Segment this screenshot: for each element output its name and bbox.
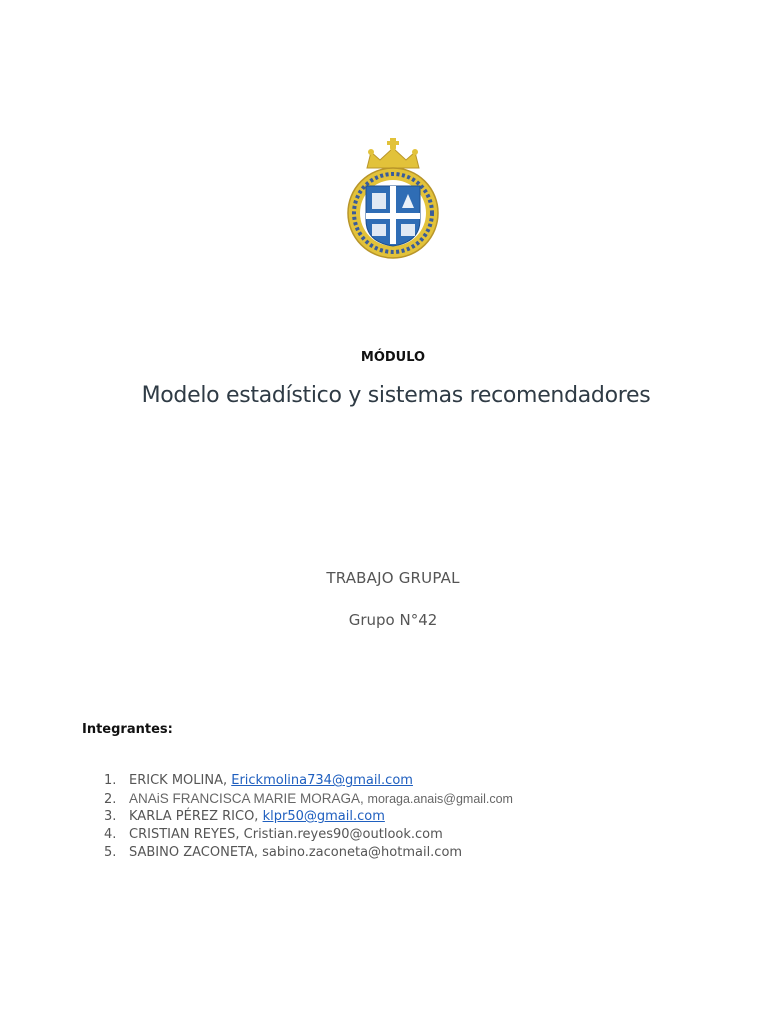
member-item (104, 790, 513, 808)
member-item (104, 808, 513, 826)
crown-icon (367, 138, 419, 168)
member-email-link[interactable]: klpr50@gmail.com (262, 809, 385, 824)
work-type: TRABAJO GRUPAL (326, 569, 460, 587)
member-name: ERICK MOLINA, (129, 773, 232, 788)
member-number: 5. (104, 845, 117, 860)
member-number: 3. (104, 809, 117, 824)
member-email-link[interactable]: Erickmolina734@gmail.com (231, 773, 413, 788)
member-item (104, 772, 513, 790)
member-item (104, 844, 513, 862)
module-label: MÓDULO (360, 350, 426, 365)
group-number: Grupo N°42 (348, 611, 438, 629)
university-crest-logo (345, 138, 441, 260)
member-name: SABINO ZACONETA, (129, 845, 263, 860)
module-title: Modelo estadístico y sistemas recomendadores (141, 383, 651, 408)
member-name: KARLA PÉREZ RICO, (129, 809, 263, 824)
member-email: moraga.anais@gmail.com (367, 792, 513, 806)
member-number: 2. (104, 792, 117, 807)
member-number: 1. (104, 773, 117, 788)
member-email: sabino.zaconeta@hotmail.com (262, 845, 463, 860)
members-heading: Integrantes: (82, 722, 173, 737)
members-list (104, 772, 513, 862)
member-item (104, 826, 513, 844)
member-email: Cristian.reyes90@outlook.com (243, 827, 443, 842)
member-name: CRISTIAN REYES, (129, 827, 244, 842)
member-name: ANAiS FRANCISCA MARIE MORAGA, (129, 791, 368, 806)
shield-icon (366, 186, 420, 246)
member-number: 4. (104, 827, 117, 842)
